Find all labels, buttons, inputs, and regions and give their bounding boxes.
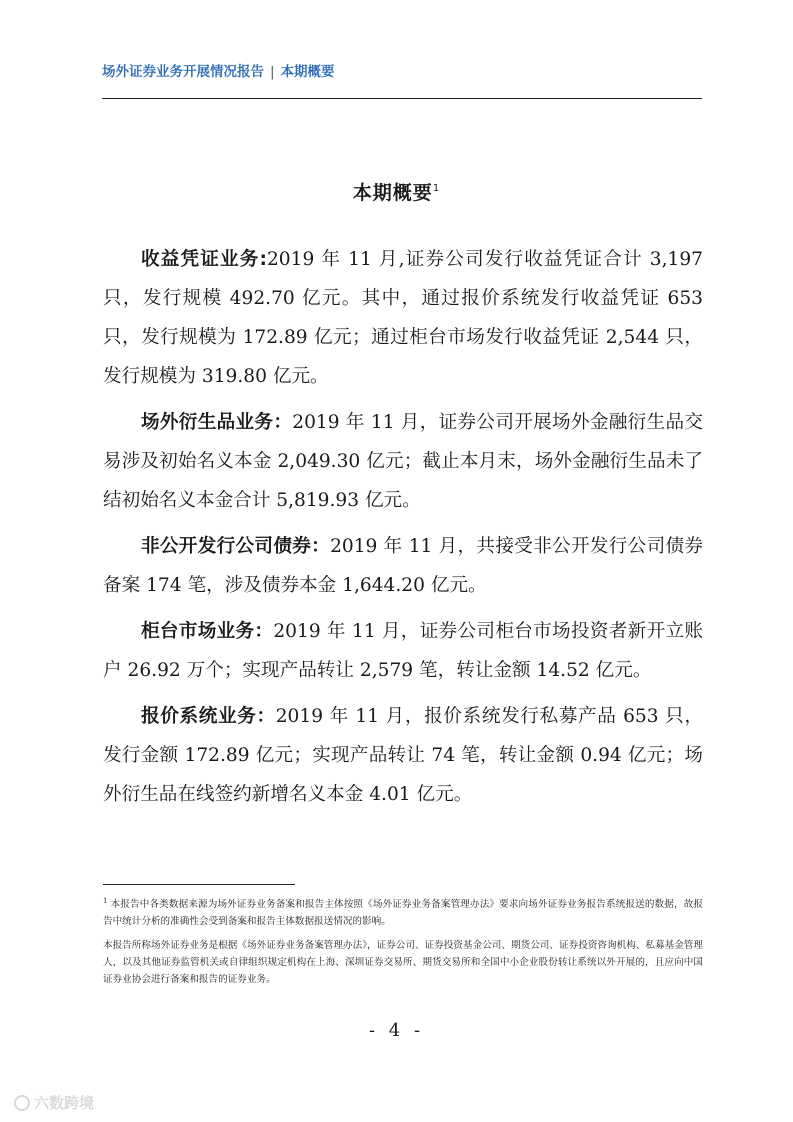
paragraph-term: 收益凭证业务: — [141, 249, 267, 270]
watermark-logo-icon — [14, 1095, 30, 1111]
watermark — [14, 1092, 94, 1113]
summary-paragraph-counter-market — [103, 612, 703, 690]
paragraph-term: 非公开发行公司债券： — [141, 536, 331, 557]
paragraph-text: 2019 年 11 月,证券公司发行收益凭证合计 3,197 只，发行规模 492.70 亿元。其中，通过报价系统发行收益凭证 653 只，发行规模为 172.89 亿元；通过柜台市场发行收益凭证 2,544 只，发行规模为 319.80 亿元。 — [103, 249, 704, 387]
footnote-mark: 1 — [103, 897, 108, 905]
page-title — [0, 178, 793, 205]
watermark-text: 六数跨境 — [34, 1094, 95, 1112]
summary-paragraph-quotation-system — [103, 697, 703, 814]
page-title-text: 本期概要 — [352, 182, 433, 204]
footnote-2 — [103, 937, 703, 988]
summary-body — [103, 240, 703, 821]
footnote-rule — [103, 884, 295, 885]
paragraph-term: 柜台市场业务： — [141, 621, 274, 642]
page-title-footnote-mark: 1 — [432, 183, 441, 194]
header-section: 本期概要 — [280, 64, 335, 80]
summary-paragraph-otc-derivatives — [103, 403, 703, 520]
footnote-1 — [103, 893, 703, 930]
paragraph-text: 2019 年 11 月，报价系统发行私募产品 653 只，发行金额 172.89 亿元；实现产品转让 74 笔，转让金额 0.94 亿元；场外衍生品在线签约新增名义本金 4.01 亿元。 — [103, 706, 703, 805]
header-title: 场外证券业务开展情况报告 — [102, 64, 264, 80]
paragraph-text: 2019 年 11 月，共接受非公开发行公司债券备案 174 笔，涉及债券本金 1,644.20 亿元。 — [103, 536, 703, 596]
paragraph-text: 2019 年 11 月，证券公司开展场外金融衍生品交易涉及初始名义本金 2,049.30 亿元；截止本月末，场外金融衍生品未了结初始名义本金合计 5,819.93 亿元。 — [103, 412, 703, 511]
paragraph-term: 场外衍生品业务： — [141, 412, 293, 433]
header-rule — [102, 98, 702, 99]
header-separator: | — [270, 64, 275, 80]
paragraph-text: 2019 年 11 月，证券公司柜台市场投资者新开立账户 26.92 万个；实现产品转让 2,579 笔，转让金额 14.52 亿元。 — [103, 621, 703, 681]
running-header — [102, 60, 702, 80]
summary-paragraph-private-bonds — [103, 527, 703, 605]
summary-paragraph-income-certificates — [103, 240, 703, 396]
paragraph-term: 报价系统业务： — [141, 706, 276, 727]
page-number: - 4 - — [368, 1020, 425, 1041]
footnote-text: 本报告中各类数据来源为场外证券业务备案和报告主体按照《场外证券业务备案管理办法》要求向场外证券业务报告系统报送的数据，故报告中统计分析的准确性会受到备案和报告主体数据报送情况的影响。 — [103, 899, 703, 927]
footnote-text: 本报告所称场外证券业务是根据《场外证券业务备案管理办法》，证券公司、证券投资基金公司、期货公司、证券投资咨询机构、私募基金管理人，以及其他证券监管机关或自律组织规定机构在上海、深圳证券交易所、期货交易所和全国中小企业股份转让系统以外开展的，且应向中国证券业协会进行备案和报告的证券业务。 — [103, 940, 703, 985]
